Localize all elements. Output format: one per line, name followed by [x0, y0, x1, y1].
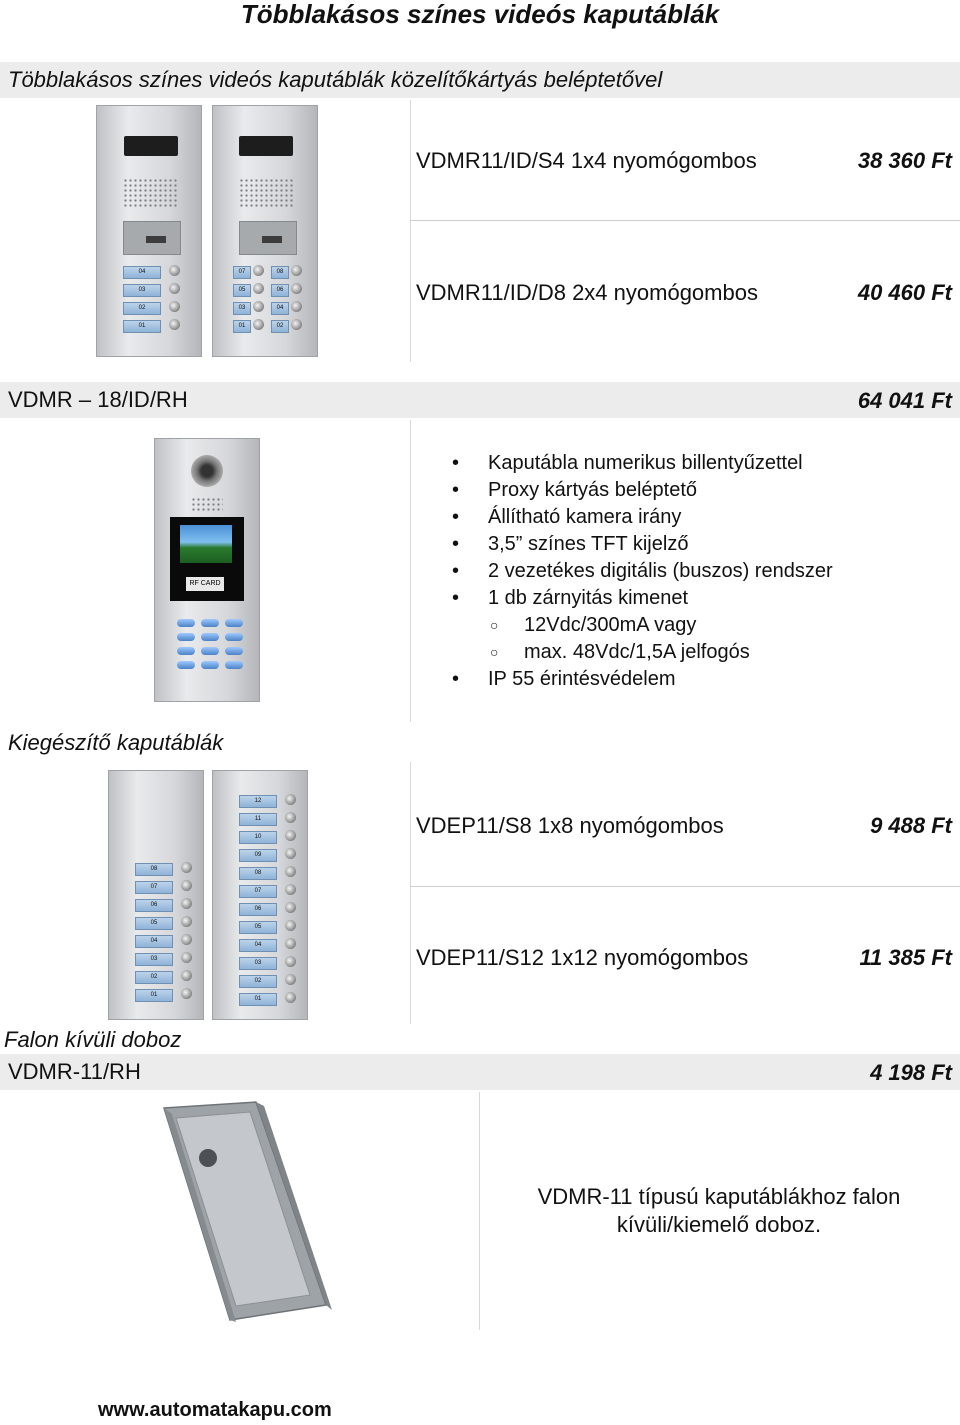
name-label: 08: [135, 863, 173, 876]
panel-s12: [212, 770, 308, 1020]
call-button: [285, 830, 296, 841]
feature-item: • Állítható kamera irány: [452, 504, 932, 531]
product-name: VDMR – 18/ID/RH: [8, 387, 188, 412]
feature-item: • Proxy kártyás beléptető: [452, 477, 932, 504]
product-price: 38 360 Ft: [857, 148, 952, 173]
name-label: 02: [239, 975, 277, 988]
name-label: 08: [239, 867, 277, 880]
name-label: 11: [239, 813, 277, 826]
name-label: 08: [271, 266, 289, 279]
name-label: 03: [135, 953, 173, 966]
name-label: 01: [123, 320, 161, 333]
name-label: 06: [135, 899, 173, 912]
call-button: [181, 970, 192, 981]
call-button: [291, 301, 302, 312]
feature-item: • IP 55 érintésvédelem: [452, 666, 932, 693]
camera-lens: [191, 455, 223, 487]
product-name: VDMR-11/RH: [8, 1059, 141, 1084]
call-button: [253, 283, 264, 294]
name-label: 04: [239, 939, 277, 952]
name-label: 10: [239, 831, 277, 844]
call-button: [285, 848, 296, 859]
product-price: 4 198 Ft: [870, 1060, 952, 1085]
call-button: [181, 862, 192, 873]
call-button: [285, 938, 296, 949]
product-image-proximity-panels: [96, 105, 318, 357]
speaker-grille: [239, 178, 295, 208]
name-label: 03: [239, 957, 277, 970]
speaker-grille: [123, 178, 179, 208]
name-label: 05: [233, 284, 251, 297]
feature-item: • Kaputábla numerikus billentyűzettel: [452, 450, 932, 477]
feature-item: • 1 db zárnyitás kimenet: [452, 585, 932, 612]
name-label: 02: [123, 302, 161, 315]
name-label: 03: [233, 302, 251, 315]
call-button: [285, 974, 296, 985]
call-button: [181, 934, 192, 945]
rfid-reader: [239, 221, 297, 255]
rf-card-label: RF CARD: [186, 577, 224, 591]
name-label: 01: [135, 989, 173, 1002]
call-button: [169, 283, 180, 294]
speaker-grille: [191, 497, 223, 511]
call-button: [291, 265, 302, 276]
name-label: 01: [233, 320, 251, 333]
call-button: [285, 956, 296, 967]
feature-subitem: ○ 12Vdc/300mA vagy: [452, 612, 932, 639]
name-label: 04: [135, 935, 173, 948]
call-button: [181, 898, 192, 909]
product-name: VDEP11/S8 1x8 nyomógombos: [416, 813, 724, 838]
call-button: [285, 920, 296, 931]
panel-s4: [96, 105, 202, 357]
product-name: VDMR11/ID/D8 2x4 nyomógombos: [416, 280, 758, 305]
product-image-extension-panels: [108, 770, 308, 1020]
panel-s8: [108, 770, 204, 1020]
description-line: kívüli/kiemelő doboz.: [616, 1212, 822, 1237]
feature-item: • 2 vezetékes digitális (buszos) rendszer: [452, 558, 932, 585]
product-price: 40 460 Ft: [857, 280, 952, 305]
section-heading: Többlakásos színes videós kaputáblák közelítőkártyás beléptetővel: [8, 67, 663, 92]
call-button: [285, 992, 296, 1003]
page-title: Többlakásos színes videós kaputáblák: [240, 0, 720, 29]
product-price: 11 385 Ft: [859, 945, 952, 970]
name-label: 07: [239, 885, 277, 898]
footer-url[interactable]: www.automatakapu.com: [98, 1399, 332, 1421]
camera-module: [124, 136, 178, 156]
call-button: [285, 884, 296, 895]
name-label: 06: [271, 284, 289, 297]
product-image-vdmr18: [154, 438, 260, 702]
name-label: 05: [239, 921, 277, 934]
call-button: [291, 283, 302, 294]
feature-subitem: ○ max. 48Vdc/1,5A jelfogós: [452, 639, 932, 666]
name-label: 04: [271, 302, 289, 315]
feature-list: [452, 450, 932, 693]
product-name: VDEP11/S12 1x12 nyomógombos: [416, 945, 749, 970]
call-button: [181, 988, 192, 999]
name-label: 09: [239, 849, 277, 862]
product-header-band: [0, 382, 960, 418]
call-button: [181, 952, 192, 963]
call-button: [253, 301, 264, 312]
call-button: [181, 880, 192, 891]
name-label: 01: [239, 993, 277, 1006]
product-header-band: [0, 1054, 960, 1090]
section-heading: Kiegészítő kaputáblák: [8, 730, 224, 755]
name-label: 04: [123, 266, 161, 279]
name-label: 07: [233, 266, 251, 279]
name-label: 02: [271, 320, 289, 333]
rfid-reader: [123, 221, 181, 255]
product-price: 64 041 Ft: [857, 388, 952, 413]
call-button: [253, 319, 264, 330]
name-label: 12: [239, 795, 277, 808]
call-button: [169, 319, 180, 330]
description-line: VDMR-11 típusú kaputáblákhoz falon: [537, 1184, 901, 1209]
tft-display: [170, 517, 244, 601]
name-label: 05: [135, 917, 173, 930]
call-button: [181, 916, 192, 927]
section-heading: Falon kívüli doboz: [4, 1027, 182, 1052]
call-button: [169, 301, 180, 312]
product-price: 9 488 Ft: [870, 813, 952, 838]
name-label: 03: [123, 284, 161, 297]
feature-item: • 3,5” színes TFT kijelző: [452, 531, 932, 558]
divider: [410, 220, 960, 221]
call-button: [291, 319, 302, 330]
section-header-band: [0, 62, 960, 98]
name-label: 07: [135, 881, 173, 894]
numeric-keypad: [177, 619, 243, 669]
call-button: [285, 812, 296, 823]
call-button: [285, 866, 296, 877]
name-label: 02: [135, 971, 173, 984]
call-button: [169, 265, 180, 276]
divider: [410, 420, 411, 722]
product-description: [480, 1183, 958, 1239]
product-image-surface-box: [160, 1100, 410, 1325]
call-button: [253, 265, 264, 276]
panel-d8: [212, 105, 318, 357]
name-label: 06: [239, 903, 277, 916]
divider: [410, 886, 960, 887]
call-button: [285, 794, 296, 805]
call-button: [285, 902, 296, 913]
divider: [410, 100, 411, 362]
product-name: VDMR11/ID/S4 1x4 nyomógombos: [416, 148, 757, 173]
camera-module: [239, 136, 293, 156]
divider: [410, 762, 411, 1024]
